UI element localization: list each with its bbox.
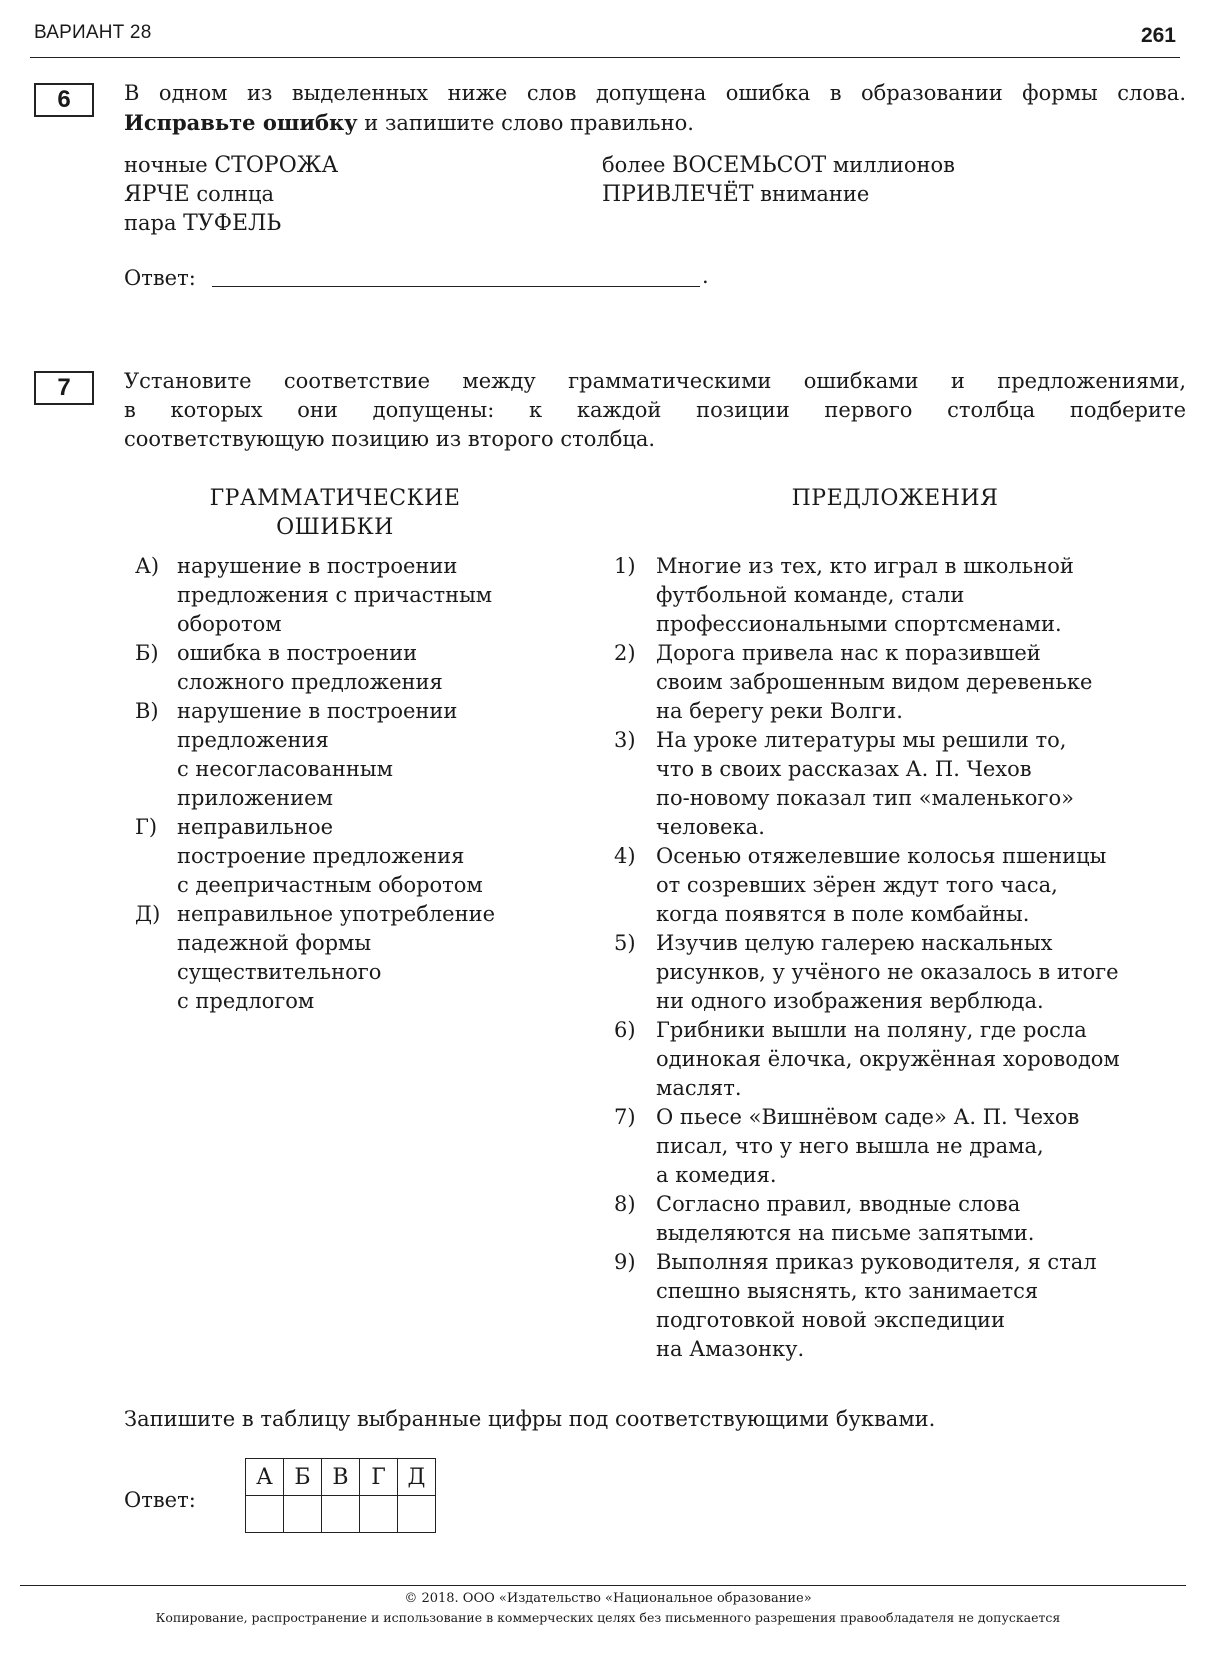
error-text-line: предложения с причастным (177, 583, 493, 607)
sentences-column-heading: ПРЕДЛОЖЕНИЯ (791, 486, 999, 511)
word-highlighted: ТУФЕЛЬ (183, 211, 282, 236)
error-text-line: нарушение в построении (177, 554, 458, 578)
footer-notice: Копирование, распространение и использование в коммерческих целях без письменного разрешения правообладателя не допускается (155, 1610, 1061, 1625)
sentence-text-line: футбольной команде, стали (656, 583, 965, 607)
sentence-text-line: на Амазонку. (656, 1337, 805, 1361)
error-letter: А) (135, 554, 160, 578)
sentence-text-line: Согласно правил, вводные слова (656, 1192, 1021, 1216)
task-6-answer-field[interactable] (212, 286, 700, 287)
sentence-text-line: человека. (656, 815, 765, 839)
task-6-instruction-bold: Исправьте ошибку (124, 110, 358, 135)
heading-line: ОШИБКИ (276, 515, 394, 540)
task-7-instruction (124, 367, 1186, 454)
error-text-line: неправильное употребление (177, 902, 496, 926)
error-text-line: существительного (177, 960, 382, 984)
answer-table-header-row (246, 1459, 436, 1496)
error-text-line: с несогласованным (177, 757, 393, 781)
sentence-text-line: а комедия. (656, 1163, 777, 1187)
sentence-text-line: Многие из тех, кто играл в школьной (656, 554, 1074, 578)
error-text-line: неправильное (177, 815, 334, 839)
word-highlighted: ВОСЕМЬСОТ (672, 153, 827, 178)
task-6-instruction-rest: и запишите слово правильно. (357, 111, 694, 135)
sentence-text-line: Изучив целую галерею наскальных (656, 931, 1053, 955)
task-6-number: 6 (34, 83, 94, 117)
task-6-word (124, 151, 338, 180)
error-letter: В) (135, 699, 159, 723)
error-text-line: оборотом (177, 612, 282, 636)
sentence-text-line: рисунков, у учёного не оказалось в итоге (656, 960, 1119, 984)
error-text-line: предложения (177, 728, 329, 752)
sentence-text-line: Выполняя приказ руководителя, я стал (656, 1250, 1097, 1274)
task-7-number: 7 (34, 371, 94, 405)
task-7-instruction-line: Установите соответствие между грамматическими ошибками и предложениями, (124, 369, 1186, 393)
answer-table-letter: Г (360, 1459, 398, 1496)
error-text-line: нарушение в построении (177, 699, 458, 723)
answer-cell-b[interactable] (284, 1496, 322, 1533)
task-6-word (602, 151, 955, 180)
word-context: внимание (753, 182, 870, 206)
task-6-instruction-line: В одном из выделенных ниже слов допущена ошибка в образовании формы слова. (124, 81, 1186, 105)
sentence-text-line: одинокая ёлочка, окружённая хороводом (656, 1047, 1120, 1071)
task-7-instruction-line: в которых они допущены: к каждой позиции первого столбца подберите (124, 398, 1186, 422)
task-6-word (124, 209, 281, 238)
sentence-number: 3) (614, 728, 636, 752)
footer-rule (20, 1585, 1186, 1586)
sentence-text-line: маслят. (656, 1076, 742, 1100)
sentence-text-line: На уроке литературы мы решили то, (656, 728, 1067, 752)
sentence-text-line: Осенью отяжелевшие колосья пшеницы (656, 844, 1107, 868)
error-text-line: сложного предложения (177, 670, 443, 694)
sentence-text-line: Дорога привела нас к поразившей (656, 641, 1041, 665)
footer-copyright: © 2018. ООО «Издательство «Национальное образование» (404, 1591, 812, 1606)
answer-table-letter: Б (284, 1459, 322, 1496)
sentence-text-line: Грибники вышли на поляну, где росла (656, 1018, 1087, 1042)
sentence-number: 2) (614, 641, 636, 665)
task-6-word (602, 180, 869, 209)
page-number: 261 (1140, 24, 1176, 47)
sentence-number: 8) (614, 1192, 636, 1216)
error-letter: Г) (135, 815, 158, 839)
error-letter: Д) (135, 902, 161, 926)
task-6-answer-label: Ответ: (124, 266, 196, 290)
word-highlighted: ЯРЧЕ (124, 182, 190, 207)
answer-table-letter: А (246, 1459, 284, 1496)
task-6-word (124, 180, 274, 209)
sentence-text-line: на берегу реки Волги. (656, 699, 903, 723)
error-letter: Б) (135, 641, 159, 665)
sentence-text-line: от созревших зёрен ждут того часа, (656, 873, 1058, 897)
error-text-line: с деепричастным оборотом (177, 873, 483, 897)
table-instruction: Запишите в таблицу выбранные цифры под соответствующими буквами. (124, 1407, 936, 1431)
task-6-instruction (124, 79, 1186, 138)
error-text-line: с предлогом (177, 989, 315, 1013)
error-text-line: приложением (177, 786, 333, 810)
sentence-text-line: когда появятся в поле комбайны. (656, 902, 1030, 926)
sentence-number: 1) (614, 554, 636, 578)
answer-table-input-row (246, 1496, 436, 1533)
answer-cell-a[interactable] (246, 1496, 284, 1533)
answer-cell-d[interactable] (398, 1496, 436, 1533)
sentence-number: 6) (614, 1018, 636, 1042)
task-7-answer-label: Ответ: (124, 1488, 196, 1512)
sentence-text-line: своим заброшенным видом деревеньке (656, 670, 1093, 694)
error-text-line: падежной формы (177, 931, 372, 955)
task-6-answer-period: . (702, 264, 709, 288)
sentence-text-line: выделяются на письме запятыми. (656, 1221, 1035, 1245)
word-context: солнца (189, 182, 275, 206)
error-text-line: построение предложения (177, 844, 465, 868)
answer-table (245, 1458, 436, 1533)
sentence-text-line: профессиональными спортсменами. (656, 612, 1062, 636)
word-context: более (602, 153, 673, 177)
header-rule (30, 57, 1180, 58)
sentence-text-line: что в своих рассказах А. П. Чехов (656, 757, 1032, 781)
sentence-number: 9) (614, 1250, 636, 1274)
answer-cell-v[interactable] (322, 1496, 360, 1533)
sentence-text-line: спешно выяснять, кто занимается (656, 1279, 1039, 1303)
task-6-instruction-line (124, 108, 1186, 138)
word-context: ночные (124, 153, 215, 177)
sentence-number: 7) (614, 1105, 636, 1129)
sentence-text-line: О пьесе «Вишнёвом саде» А. П. Чехов (656, 1105, 1080, 1129)
heading-line: ГРАММАТИЧЕСКИЕ (209, 486, 461, 511)
word-context: миллионов (826, 153, 955, 177)
errors-column-heading (170, 484, 500, 542)
answer-cell-g[interactable] (360, 1496, 398, 1533)
sentence-text-line: подготовкой новой экспедиции (656, 1308, 1006, 1332)
task-7-instruction-line: соответствующую позицию из второго столбца. (124, 427, 656, 451)
sentence-number: 5) (614, 931, 636, 955)
sentence-text-line: по-новому показал тип «маленького» (656, 786, 1074, 810)
word-highlighted: ПРИВЛЕЧЁТ (602, 182, 754, 207)
answer-table-letter: Д (398, 1459, 436, 1496)
answer-table-letter: В (322, 1459, 360, 1496)
variant-title: ВАРИАНТ 28 (34, 22, 152, 43)
word-context: пара (124, 211, 184, 235)
word-highlighted: СТОРОЖА (214, 153, 339, 178)
error-text-line: ошибка в построении (177, 641, 418, 665)
sentence-number: 4) (614, 844, 636, 868)
sentence-text-line: писал, что у него вышла не драма, (656, 1134, 1044, 1158)
sentence-text-line: ни одного изображения верблюда. (656, 989, 1044, 1013)
